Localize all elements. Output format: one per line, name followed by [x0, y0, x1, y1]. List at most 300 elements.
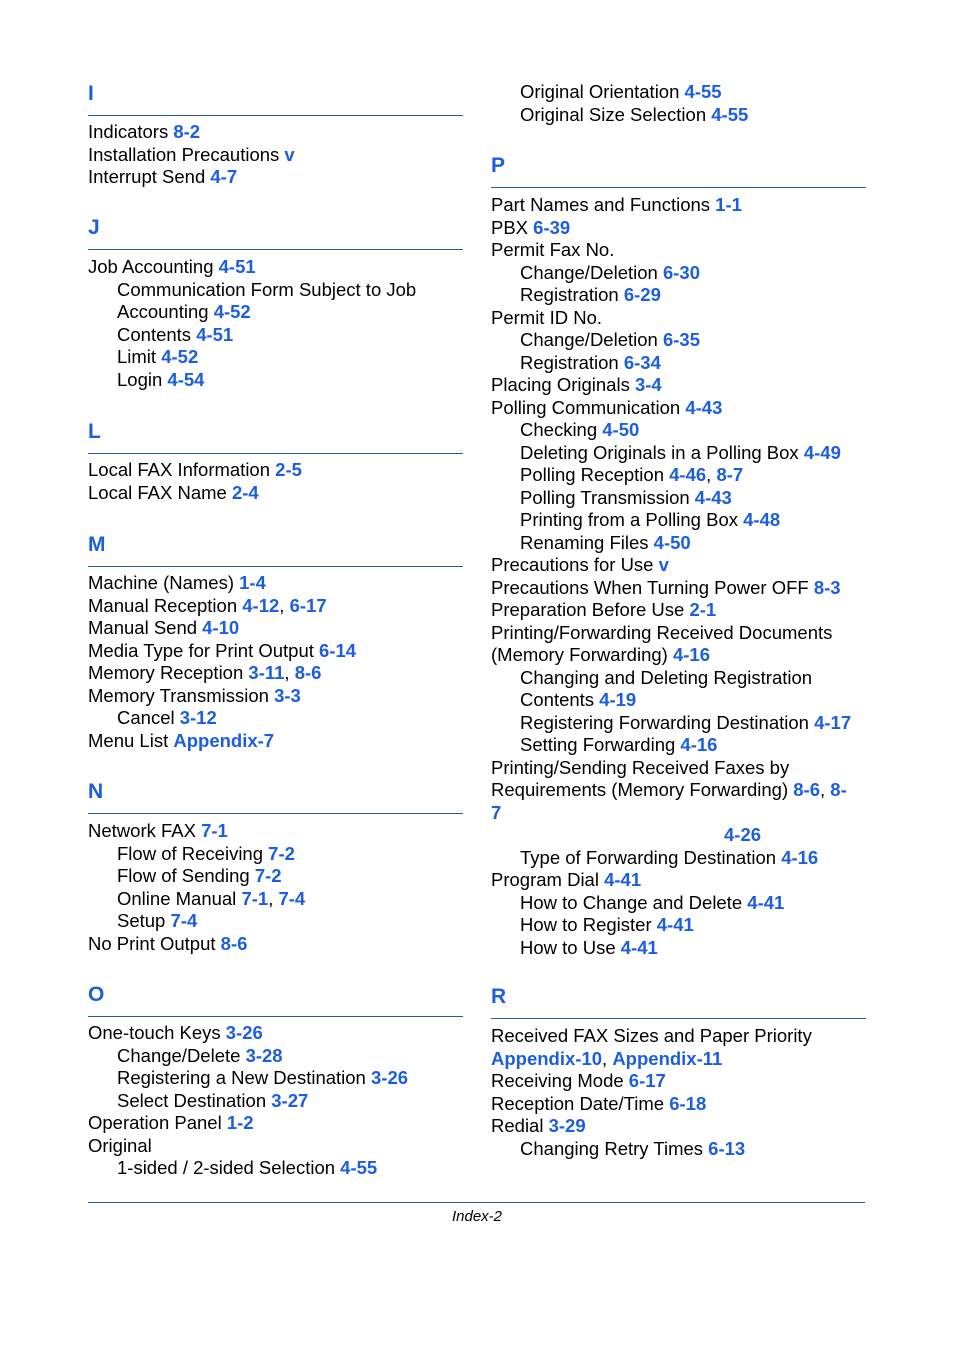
index-entry	[491, 892, 866, 915]
entry-term: Communication Form Subject to Job	[117, 278, 417, 300]
entry-term: One-touch Keys	[88, 1022, 226, 1043]
entry-term: Accounting	[117, 301, 214, 322]
entry-term: Manual Reception	[88, 594, 243, 616]
index-entry-line	[491, 1093, 866, 1116]
page-reference-link[interactable]: 4-52	[213, 301, 251, 322]
page-reference-link[interactable]: 7-4	[170, 910, 198, 931]
index-entry-line	[491, 622, 866, 645]
entry-term: Original Size Selection	[520, 103, 712, 125]
entry-term: Machine (Names)	[88, 572, 240, 593]
index-entry	[88, 707, 463, 730]
page-reference-link[interactable]: 4-41	[604, 869, 642, 890]
page-reference-link[interactable]: 6-29	[623, 284, 661, 305]
entry-term: Deleting Originals in a Polling Box	[520, 441, 804, 463]
page-footer: Index-2	[451, 1208, 503, 1225]
index-entry-line	[491, 442, 866, 465]
index-entry-line	[491, 419, 866, 442]
index-entry	[88, 482, 463, 505]
entry-term: (Memory Forwarding)	[491, 644, 673, 665]
page-reference-link[interactable]: 4-50	[653, 531, 691, 553]
page-reference-link[interactable]: 2-5	[275, 459, 302, 480]
entry-term: Local FAX Name	[88, 481, 232, 503]
page-reference-link[interactable]: 7	[491, 801, 502, 823]
page-reference-link[interactable]: 3-28	[245, 1044, 283, 1066]
index-entry	[88, 888, 463, 911]
index-entry-line	[88, 843, 463, 866]
entry-term: Online Manual	[117, 887, 242, 909]
index-entry	[491, 419, 866, 442]
index-entry-line: Memory Reception 3-11, 8-6	[88, 662, 322, 683]
index-entry-line	[88, 369, 463, 392]
section-heading-j	[88, 216, 463, 250]
index-entry	[491, 1093, 866, 1116]
page-reference-link[interactable]: 8-6	[294, 662, 322, 683]
page-reference-link[interactable]: 6-30	[662, 261, 700, 283]
page-reference-link[interactable]: 4-26	[724, 824, 762, 845]
entry-term: Renaming Files	[520, 531, 654, 553]
index-entry	[491, 1115, 866, 1138]
entry-term: Requirements (Memory Forwarding)	[491, 779, 794, 800]
index-entry-line	[491, 667, 866, 690]
index-entry-line	[491, 847, 866, 870]
page-reference-link[interactable]: 4-12	[242, 594, 280, 616]
index-entry	[88, 166, 463, 189]
index-entry	[88, 459, 463, 482]
entry-term: Setting Forwarding	[520, 734, 681, 755]
index-entry-line	[491, 577, 866, 600]
entry-term: Registering Forwarding Destination	[520, 711, 815, 733]
index-entry	[88, 730, 463, 753]
page-reference-link[interactable]: 4-41	[620, 936, 658, 958]
index-entry	[491, 532, 866, 555]
index-entry-line	[491, 892, 866, 915]
index-entry-line	[88, 640, 463, 663]
entry-term: Memory Reception	[88, 662, 249, 683]
entry-term: Permit Fax No.	[491, 239, 615, 260]
entry-term: Media Type for Print Output	[88, 639, 320, 661]
page-reference-link[interactable]: 4-41	[747, 891, 785, 913]
page-reference-link[interactable]: Appendix-11	[612, 1047, 723, 1069]
index-entry	[88, 324, 463, 347]
index-entry	[491, 734, 866, 757]
entry-term: Job Accounting	[88, 256, 219, 277]
index-entry	[88, 910, 463, 933]
index-entry-line: Appendix-10, Appendix-11	[491, 1047, 723, 1069]
index-entry	[491, 464, 866, 487]
index-entry-line	[491, 307, 866, 330]
entry-term: Received FAX Sizes and Paper Priority	[491, 1025, 812, 1046]
index-entry-line	[491, 802, 866, 825]
page-reference-link[interactable]: 4-43	[694, 486, 732, 508]
section-heading-l	[88, 420, 463, 454]
page-reference-link[interactable]: 3-26	[225, 1022, 263, 1043]
index-entry-list	[491, 194, 866, 959]
section-letter: J	[88, 216, 100, 239]
index-entry-line	[491, 397, 866, 420]
index-entry-line	[88, 730, 463, 753]
index-entry	[88, 595, 463, 618]
page-reference-link[interactable]: 6-18	[669, 1092, 707, 1114]
index-entry-line	[491, 599, 866, 622]
page-reference-link[interactable]: 4-7	[210, 166, 238, 187]
index-entry-line	[491, 644, 866, 667]
page-reference-link[interactable]: 4-41	[656, 914, 694, 935]
index-entry-line	[88, 121, 463, 144]
index-entry	[88, 572, 463, 595]
index-entry	[491, 757, 866, 847]
entry-term: How to Use	[520, 936, 621, 958]
page-reference-link[interactable]: 4-16	[781, 846, 819, 868]
index-entry-line	[491, 104, 866, 127]
index-entry	[491, 599, 866, 622]
page-reference-link[interactable]: v	[284, 143, 295, 165]
entry-term: Type of Forwarding Destination	[520, 846, 782, 868]
index-entry	[491, 397, 866, 420]
entry-term: Registration	[520, 284, 624, 305]
entry-term: Precautions When Turning Power OFF	[491, 576, 814, 598]
page-reference-link[interactable]: 8-6	[793, 779, 821, 800]
index-entry-line	[491, 1025, 866, 1048]
section-heading-i	[88, 82, 463, 116]
index-entry-line	[88, 1067, 463, 1090]
page-reference-link[interactable]: 2-1	[689, 599, 717, 620]
entry-term: Changing Retry Times	[520, 1137, 709, 1159]
page-reference-link[interactable]: 4-52	[161, 346, 199, 367]
index-entry-line: Manual Reception 4-12, 6-17	[88, 594, 327, 616]
index-entry-line	[491, 532, 866, 555]
index-entry-line	[88, 1135, 463, 1158]
entry-term: Reception Date/Time	[491, 1092, 670, 1114]
entry-term: Contents	[117, 323, 197, 345]
entry-term: Polling Transmission	[520, 486, 695, 508]
page-reference-link[interactable]: 6-17	[289, 594, 327, 616]
entry-term: Checking	[520, 419, 603, 440]
page-reference-link[interactable]: 3-11	[248, 662, 285, 683]
entry-term: Flow of Receiving	[117, 842, 269, 864]
entry-term: Login	[117, 368, 168, 390]
page-reference-link[interactable]: 4-17	[814, 711, 852, 733]
page-reference-link[interactable]: 4-55	[340, 1157, 378, 1178]
index-entry-line: Online Manual 7-1, 7-4	[117, 887, 306, 909]
page-reference-link[interactable]: 4-43	[685, 396, 723, 418]
page-reference-link[interactable]: 4-16	[672, 644, 710, 665]
index-entry-line	[88, 1045, 463, 1068]
index-entry	[88, 933, 463, 956]
page-reference-link[interactable]: 8-2	[173, 121, 201, 142]
index-entry-line	[88, 1157, 463, 1180]
page-reference-link[interactable]: 4-46	[669, 464, 707, 485]
index-entry-list	[491, 81, 866, 126]
index-entry	[88, 1090, 463, 1113]
page-reference-link[interactable]: 3-29	[548, 1115, 586, 1136]
section-letter: L	[88, 420, 101, 443]
index-entry-line	[88, 144, 463, 167]
entry-term: PBX	[491, 216, 534, 238]
index-entry	[88, 1112, 463, 1135]
index-entry-line	[491, 1115, 866, 1138]
index-entry	[491, 217, 866, 240]
entry-term: Menu List	[88, 729, 174, 751]
index-entry	[88, 279, 463, 324]
index-entry	[491, 1025, 866, 1070]
index-entry	[88, 256, 463, 279]
page-reference-link[interactable]: 7-1	[241, 887, 269, 909]
page-reference-link[interactable]: 6-35	[662, 329, 700, 350]
index-entry	[491, 1138, 866, 1161]
index-entry-line	[88, 324, 463, 347]
index-entry	[491, 307, 866, 330]
index-entry-line	[88, 865, 463, 888]
index-entry-line	[88, 572, 463, 595]
index-entry	[491, 487, 866, 510]
page-reference-link[interactable]: 6-34	[623, 351, 661, 373]
index-entry	[491, 712, 866, 735]
index-entry-line	[491, 352, 866, 375]
index-entry-list	[88, 459, 463, 504]
index-entry-line	[88, 482, 463, 505]
entry-term: Placing Originals	[491, 374, 635, 395]
index-entry	[491, 937, 866, 960]
index-entry-line	[88, 1090, 463, 1113]
section-heading-p	[491, 154, 866, 188]
index-entry	[88, 843, 463, 866]
index-entry-line: Requirements (Memory Forwarding) 8-6, 8-	[491, 779, 847, 800]
page-reference-link[interactable]: 3-3	[274, 684, 301, 706]
entry-term: Receiving Mode	[491, 1070, 629, 1091]
index-entry-line	[491, 1070, 866, 1093]
index-entry-line	[491, 487, 866, 510]
entry-term: Change/Delete	[117, 1044, 246, 1066]
section-letter: N	[88, 780, 104, 803]
index-entry-line	[491, 81, 866, 104]
index-entry-line: Polling Reception 4-46, 8-7	[520, 464, 744, 485]
index-entry-line	[491, 262, 866, 285]
index-entry-line	[491, 914, 866, 937]
page-reference-link[interactable]: 6-14	[319, 639, 357, 661]
index-entry-line	[88, 301, 463, 324]
index-entry-line	[88, 933, 463, 956]
page-reference-link[interactable]: 3-12	[179, 707, 217, 728]
section-letter: O	[88, 983, 105, 1006]
index-entry-list	[88, 820, 463, 955]
page-reference-link[interactable]: 4-54	[167, 368, 205, 390]
index-entry	[88, 1022, 463, 1045]
entry-term: Printing/Sending Received Faxes by	[491, 756, 790, 778]
page-reference-link[interactable]: 4-50	[602, 419, 640, 440]
index-entry-line	[491, 734, 866, 757]
index-entry-line	[491, 824, 866, 847]
index-entry	[491, 262, 866, 285]
entry-term: Contents	[520, 689, 600, 710]
index-entry-list	[491, 1025, 866, 1160]
page-reference-link[interactable]: 3-4	[634, 374, 662, 395]
index-entry-line	[88, 166, 463, 189]
page-reference-link[interactable]: 1-1	[715, 194, 742, 215]
section-letter: M	[88, 533, 106, 556]
index-entry	[88, 640, 463, 663]
entry-term: Installation Precautions	[88, 143, 285, 165]
index-entry	[88, 121, 463, 144]
index-entry-line	[88, 1112, 463, 1135]
index-entry-line	[88, 346, 463, 369]
index-entry	[491, 914, 866, 937]
index-entry-line	[491, 689, 866, 712]
index-entry-line	[491, 284, 866, 307]
page-reference-link[interactable]: 4-55	[684, 81, 722, 102]
index-entry	[491, 847, 866, 870]
section-heading-r	[491, 985, 866, 1019]
entry-term: Redial	[491, 1115, 549, 1136]
page-reference-link[interactable]: 4-51	[218, 256, 256, 277]
page-reference-link[interactable]: 4-49	[803, 441, 841, 463]
entry-term: Part Names and Functions	[491, 194, 716, 215]
index-entry-line	[88, 617, 463, 640]
page-reference-link[interactable]: 6-17	[628, 1070, 666, 1091]
index-entry	[88, 685, 463, 708]
page-reference-link[interactable]: 7-2	[268, 842, 295, 864]
index-entry-line	[491, 194, 866, 217]
index-entry-list	[88, 256, 463, 391]
entry-term: Change/Deletion	[520, 261, 663, 283]
page-reference-link[interactable]: Appendix-7	[173, 729, 275, 751]
index-entry-line	[88, 1022, 463, 1045]
index-entry	[491, 374, 866, 397]
entry-term: Original Orientation	[520, 81, 685, 102]
entry-term: Indicators	[88, 121, 174, 142]
section-letter: P	[491, 154, 506, 177]
index-entry	[491, 869, 866, 892]
index-entry	[491, 81, 866, 104]
page-reference-link[interactable]: 7-2	[254, 865, 282, 886]
index-entry	[491, 104, 866, 127]
index-entry	[491, 554, 866, 577]
index-entry	[491, 667, 866, 712]
page-reference-link[interactable]: 4-48	[743, 509, 781, 530]
entry-term: Memory Transmission	[88, 684, 275, 706]
index-entry-line	[491, 1138, 866, 1161]
index-entry	[491, 509, 866, 532]
entry-term: Operation Panel	[88, 1112, 227, 1133]
entry-term: Flow of Sending	[117, 865, 255, 886]
index-entry-list	[88, 572, 463, 752]
page-reference-link[interactable]: 2-4	[231, 481, 259, 503]
index-entry-line	[88, 279, 463, 302]
index-entry	[88, 820, 463, 843]
entry-term: 1-sided / 2-sided Selection	[117, 1157, 341, 1178]
section-heading-n	[88, 780, 463, 814]
entry-term: Printing from a Polling Box	[520, 509, 744, 530]
entry-term: Permit ID No.	[491, 306, 603, 328]
index-entry	[88, 865, 463, 888]
page-reference-link[interactable]: 4-10	[202, 617, 240, 638]
index-entry	[88, 1045, 463, 1068]
section-letter: I	[88, 82, 94, 105]
index-entry	[491, 577, 866, 600]
index-entry	[88, 1135, 463, 1158]
page-reference-link[interactable]: 6-13	[708, 1137, 746, 1159]
page-reference-link[interactable]: Appendix-10	[491, 1047, 603, 1069]
entry-term: No Print Output	[88, 932, 221, 954]
index-entry	[491, 442, 866, 465]
index-entry-line	[88, 256, 463, 279]
page-reference-link[interactable]: 1-4	[239, 572, 266, 593]
entry-term: Original	[88, 1134, 152, 1156]
index-entry-line	[491, 937, 866, 960]
index-entry-line	[491, 712, 866, 735]
index-entry-line	[491, 509, 866, 532]
index-entry	[491, 284, 866, 307]
index-entry-line	[491, 554, 866, 577]
index-entry-line	[491, 329, 866, 352]
index-entry	[88, 662, 463, 685]
index-entry-line	[491, 757, 866, 780]
index-entry	[491, 352, 866, 375]
page-reference-link[interactable]: 1-2	[226, 1112, 254, 1133]
index-entry-list	[88, 1022, 463, 1180]
entry-term: Local FAX Information	[88, 459, 276, 480]
page-reference-link[interactable]: 7-4	[278, 887, 306, 909]
index-entry-line	[491, 869, 866, 892]
index-entry-line	[491, 374, 866, 397]
page-reference-link[interactable]: 4-19	[599, 689, 637, 710]
page-reference-link[interactable]: 7-1	[201, 820, 228, 841]
index-entry	[88, 144, 463, 167]
page-reference-link[interactable]: 3-26	[371, 1067, 409, 1088]
page-reference-link[interactable]: 8-7	[716, 464, 744, 485]
index-entry-line	[88, 910, 463, 933]
entry-term: Interrupt Send	[88, 166, 211, 187]
entry-term: Manual Send	[88, 617, 203, 638]
page-reference-link[interactable]: 4-55	[711, 103, 749, 125]
entry-term: Limit	[117, 346, 162, 367]
entry-term: Changing and Deleting Registration	[520, 666, 813, 688]
page-reference-link[interactable]: v	[658, 554, 669, 575]
index-entry	[88, 346, 463, 369]
index-entry-list	[88, 121, 463, 189]
entry-term: Precautions for Use	[491, 554, 659, 575]
page-reference-link[interactable]: 6-39	[533, 216, 571, 238]
entry-term: Program Dial	[491, 869, 605, 890]
index-entry	[491, 194, 866, 217]
footer-rule	[88, 1202, 865, 1203]
index-entry-line	[88, 685, 463, 708]
entry-term: Registering a New Destination	[117, 1067, 371, 1088]
page-reference-link[interactable]: 4-16	[680, 734, 718, 755]
index-entry	[88, 369, 463, 392]
page-reference-link[interactable]: 4-51	[196, 323, 234, 345]
index-entry	[491, 622, 866, 667]
index-entry-line	[88, 820, 463, 843]
index-entry-line	[491, 217, 866, 240]
index-entry	[491, 239, 866, 262]
entry-term: Polling Communication	[491, 396, 686, 418]
entry-term: Select Destination	[117, 1089, 272, 1111]
entry-term: How to Register	[520, 914, 657, 935]
index-entry	[491, 329, 866, 352]
page-reference-link[interactable]: 8-	[830, 779, 847, 800]
section-letter: R	[491, 985, 507, 1008]
index-entry	[88, 1067, 463, 1090]
page-reference-link[interactable]: 8-6	[220, 932, 248, 954]
section-heading-o	[88, 983, 463, 1017]
entry-term: Network FAX	[88, 820, 202, 841]
entry-term: Cancel	[117, 707, 180, 728]
page-reference-link[interactable]: 8-3	[813, 576, 841, 598]
section-heading-m	[88, 533, 463, 567]
page-reference-link[interactable]: 3-27	[271, 1089, 309, 1111]
index-entry-line	[88, 707, 463, 730]
entry-term: Printing/Forwarding Received Documents	[491, 621, 833, 643]
